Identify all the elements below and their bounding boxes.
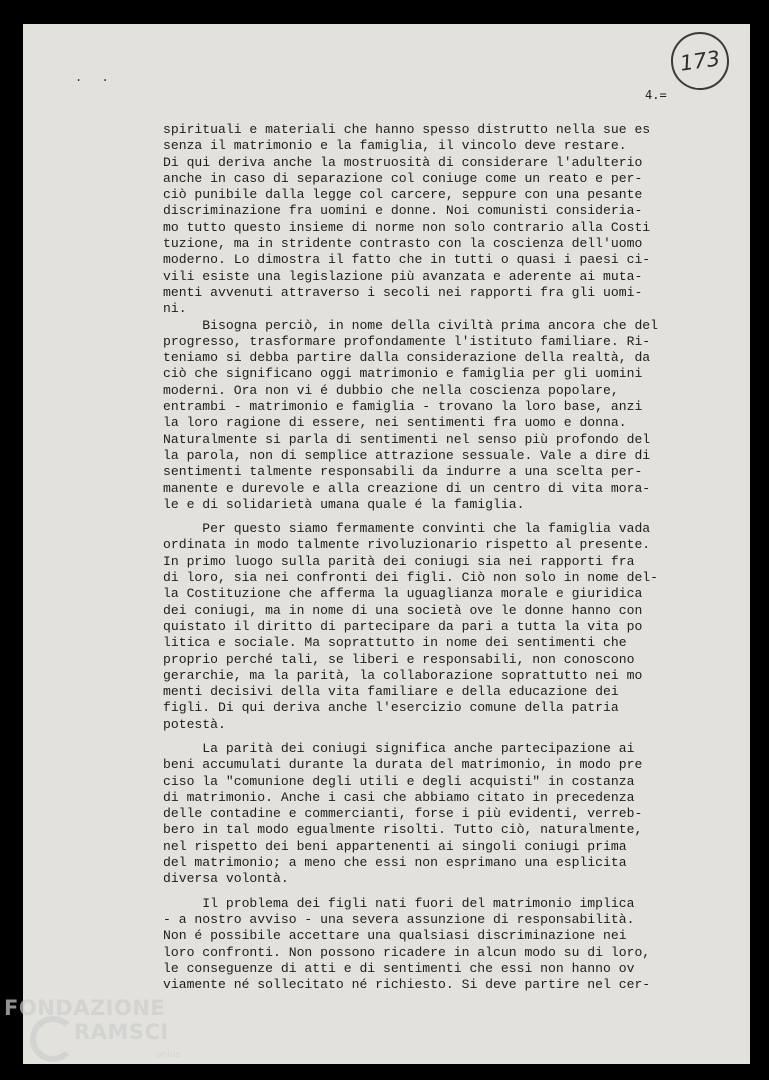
document-body (163, 122, 723, 993)
text-line: beni accumulati durante la durata del matrimonio, in modo pre (163, 757, 643, 773)
text-line: proprio perché tali, se liberi e responsabili, non conoscono (163, 651, 635, 667)
paragraph (163, 521, 723, 733)
paragraph (163, 741, 723, 888)
paragraph (163, 896, 723, 994)
text-line: manente e durevole e alla creazione di un centro di vita mora- (163, 480, 651, 496)
text-line: sentimenti talmente responsabili da indurre a una scelta per- (163, 464, 643, 480)
paragraph-gap (163, 513, 723, 521)
text-line: del matrimonio; a meno che essi non esprimano una esplicita (163, 855, 627, 871)
text-line: diversa volontà. (163, 871, 289, 887)
text-line: gerarchie, ma la parità, la collaborazione soprattutto nei mo (163, 667, 643, 683)
text-line: figli. Di qui deriva anche l'esercizio comune della patria (163, 700, 619, 716)
paragraph (163, 318, 723, 514)
page-number: 4.= (645, 88, 667, 102)
text-line: mo tutto questo insieme di norme non solo contrario alla Costi (163, 219, 651, 235)
text-line: Bisogna perciò, in nome della civiltà prima ancora che del (163, 317, 659, 333)
watermark-line-1: FONDAZIONE (4, 996, 166, 1020)
text-line: viamente né sollecitato né richiesto. Si deve partire nel cer- (163, 977, 651, 993)
text-line: discriminazione fra uomini e donne. Noi comunisti consideria- (163, 203, 643, 219)
text-line: anche in caso di separazione col coniuge come un reato e per- (163, 170, 643, 186)
text-line: La parità dei coniugi significa anche partecipazione ai (163, 740, 635, 756)
text-line: teniamo si debba partire dalla considerazione della realtà, da (163, 350, 651, 366)
paragraph-gap (163, 733, 723, 741)
text-line: nel rispetto dei beni appartenenti ai singoli coniugi prima (163, 838, 627, 854)
text-line: ciò che significano oggi matrimonio e famiglia per gli uomini (163, 366, 643, 382)
text-line: di loro, sia nei confronti dei figli. Ciò non solo in nome del- (163, 570, 659, 586)
text-line: - a nostro avviso - una severa assunzione di responsabilità. (163, 911, 635, 927)
text-line: Per questo siamo fermamente convinti che la famiglia vada (163, 521, 651, 537)
archive-stamp: 173 (667, 28, 733, 94)
paragraph (163, 122, 723, 318)
text-line: entrambi - matrimonio e famiglia - trovano la loro base, anzi (163, 399, 643, 415)
text-line: menti decisivi della vita familiare e della educazione dei (163, 684, 619, 700)
text-line: Non é possibile accettare una qualsiasi discriminazione nei (163, 928, 627, 944)
text-line: ciò punibile dalla legge col carcere, seppure con una pesante (163, 187, 643, 203)
text-line: Di qui deriva anche la mostruosità di considerare l'adulterio (163, 154, 643, 170)
text-line: bero in tal modo egualmente risolti. Tutto ciò, naturalmente, (163, 822, 643, 838)
document-page (23, 24, 750, 1064)
text-line: vili esiste una legislazione più avanzata e aderente ai muta- (163, 268, 643, 284)
text-line: di matrimonio. Anche i casi che abbiamo citato in precedenza (163, 789, 635, 805)
text-line: dei coniugi, ma in nome di una società ove le donne hanno con (163, 602, 643, 618)
text-line: delle contadine e commercianti, forse i più evidenti, verreb- (163, 806, 643, 822)
text-line: le conseguenze di atti e di sentimenti che essi non hanno ov (163, 960, 635, 976)
text-line: ciso la "comunione degli utili e degli acquisti" in costanza (163, 773, 635, 789)
corner-marks: . . (75, 70, 115, 84)
text-line: potestà. (163, 716, 226, 732)
text-line: spirituali e materiali che hanno spesso distrutto nella sue es (163, 122, 651, 137)
fondazione-gramsci-watermark (4, 996, 204, 1076)
text-line: la loro ragione di essere, nei sentimenti fra uomo e donna. (163, 415, 627, 431)
text-line: moderni. Ora non vi é dubbio che nella coscienza popolare, (163, 382, 619, 398)
watermark-line-3: onlus (156, 1050, 181, 1060)
watermark-g-logo (30, 1016, 76, 1062)
text-line: quistato il diritto di partecipare da pari a tutta la vita po (163, 618, 643, 634)
text-line: moderno. Lo dimostra il fatto che in tutti o quasi i paesi ci- (163, 252, 651, 268)
text-line: loro confronti. Non possono ricadere in alcun modo su di loro, (163, 944, 651, 960)
text-line: tuzione, ma in stridente contrasto con la coscienza dell'uomo (163, 236, 643, 252)
text-line: litica e sociale. Ma soprattutto in nome dei sentimenti che (163, 635, 627, 651)
text-line: senza il matrimonio e la famiglia, il vincolo deve restare. (163, 138, 627, 154)
text-line: le e di solidarietà umana quale é la famiglia. (163, 496, 525, 512)
text-line: la parola, non di semplice attrazione sessuale. Vale a dire di (163, 447, 651, 463)
text-line: progresso, trasformare profondamente l'istituto familiare. Ri- (163, 333, 651, 349)
paragraph-gap (163, 888, 723, 896)
watermark-line-2: RAMSCI (74, 1020, 169, 1044)
text-line: Naturalmente si parla di sentimenti nel senso più profondo del (163, 431, 651, 447)
text-line: ordinata in modo talmente rivoluzionario rispetto al presente. (163, 537, 651, 553)
text-line: menti avvenuti attraverso i secoli nei rapporti fra gli uomi- (163, 284, 643, 300)
text-line: ni. (163, 301, 187, 317)
text-line: la Costituzione che afferma la uguaglianza morale e giuridica (163, 586, 643, 602)
text-line: In primo luogo sulla parità dei coniugi sia nei rapporti fra (163, 553, 635, 569)
text-line: Il problema dei figli nati fuori del matrimonio implica (163, 895, 635, 911)
